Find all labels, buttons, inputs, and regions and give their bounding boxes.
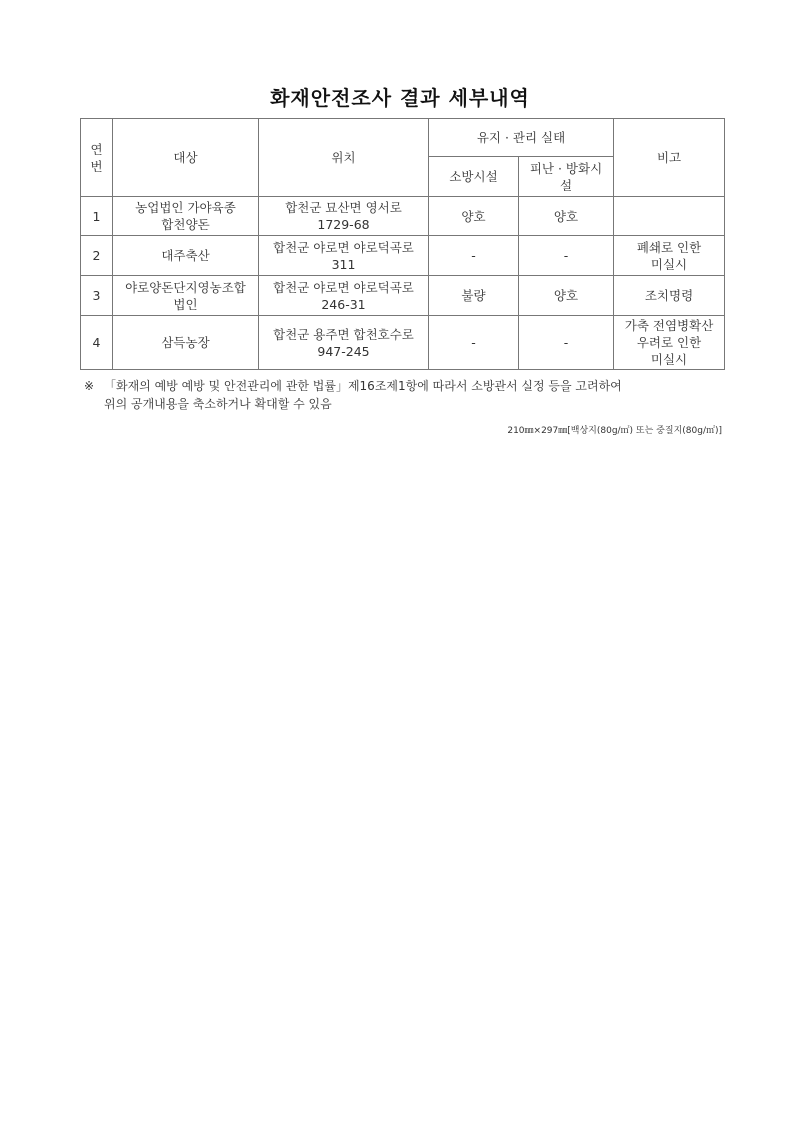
row-fire-status: - bbox=[429, 316, 519, 370]
row-target: 농업법인 가야육종 합천양돈 bbox=[113, 197, 259, 236]
header-fire-facility: 소방시설 bbox=[429, 157, 519, 197]
inspection-result-table bbox=[80, 118, 725, 370]
paper-spec: 210㎜×297㎜[백상지(80g/㎡) 또는 중질지(80g/㎡)] bbox=[507, 426, 722, 436]
row-evac-status: - bbox=[519, 236, 614, 276]
row-remarks: 조치명령 bbox=[614, 276, 725, 316]
row-remarks: 폐쇄로 인한 미실시 bbox=[614, 236, 725, 276]
row-evac-status: - bbox=[519, 316, 614, 370]
row-target: 대주축산 bbox=[113, 236, 259, 276]
header-evac-facility: 피난 · 방화시 설 bbox=[519, 157, 614, 197]
footnote-line-1: 「화재의 예방 예방 및 안전관리에 관한 법률」제16조제1항에 따라서 소방관서 실정 등을 고려하여 bbox=[104, 379, 622, 393]
header-location: 위치 bbox=[259, 119, 429, 197]
page-title: 화재안전조사 결과 세부내역 bbox=[270, 86, 530, 110]
table-row bbox=[81, 197, 725, 236]
table-row bbox=[81, 236, 725, 276]
row-fire-status: - bbox=[429, 236, 519, 276]
table-row bbox=[81, 276, 725, 316]
row-no: 1 bbox=[81, 197, 113, 236]
row-target: 야로양돈단지영농조합 법인 bbox=[113, 276, 259, 316]
header-no: 연 번 bbox=[81, 119, 113, 197]
row-location: 합천군 야로면 야로덕곡로 246-31 bbox=[259, 276, 429, 316]
row-no: 3 bbox=[81, 276, 113, 316]
row-location: 합천군 야로면 야로덕곡로 311 bbox=[259, 236, 429, 276]
footnote-mark: ※ bbox=[84, 379, 95, 393]
header-target: 대상 bbox=[113, 119, 259, 197]
footnote bbox=[84, 377, 734, 413]
row-no: 4 bbox=[81, 316, 113, 370]
row-evac-status: 양호 bbox=[519, 197, 614, 236]
row-target: 삼득농장 bbox=[113, 316, 259, 370]
footnote-line-2: 위의 공개내용을 축소하거나 확대할 수 있음 bbox=[104, 397, 332, 411]
row-no: 2 bbox=[81, 236, 113, 276]
row-fire-status: 양호 bbox=[429, 197, 519, 236]
row-remarks: 가축 전염병확산 우려로 인한 미실시 bbox=[614, 316, 725, 370]
row-location: 합천군 묘산면 영서로 1729-68 bbox=[259, 197, 429, 236]
row-evac-status: 양호 bbox=[519, 276, 614, 316]
row-remarks bbox=[614, 197, 725, 236]
row-fire-status: 불량 bbox=[429, 276, 519, 316]
row-location: 합천군 용주면 합천호수로 947-245 bbox=[259, 316, 429, 370]
table-row bbox=[81, 316, 725, 370]
header-status: 유지 · 관리 실태 bbox=[429, 119, 614, 157]
header-remarks: 비고 bbox=[614, 119, 725, 197]
